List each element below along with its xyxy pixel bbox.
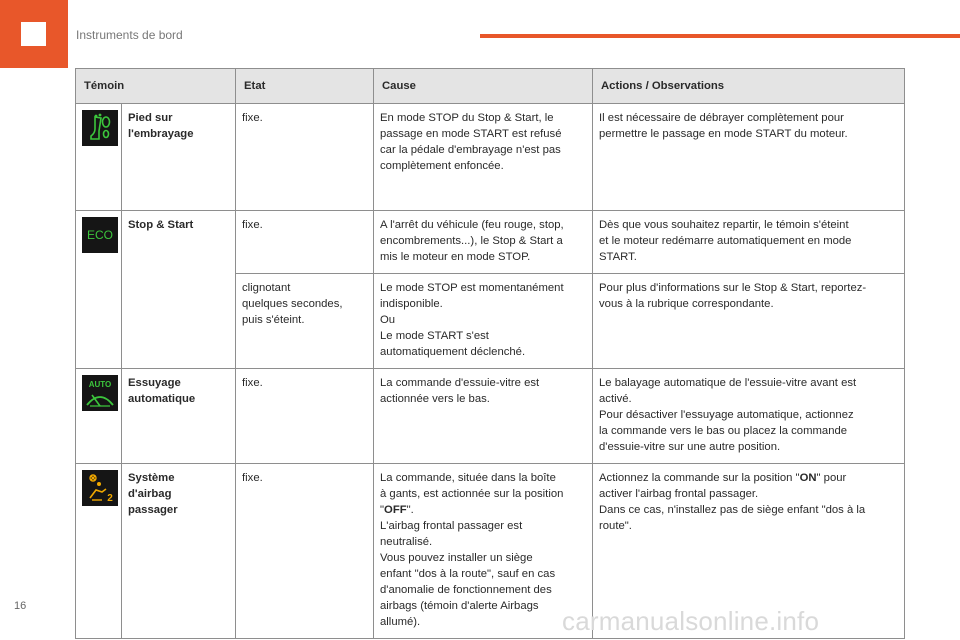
actions-cell: Il est nécessaire de débrayer complètement pour permettre le passage en mode START du moteur. — [593, 104, 905, 211]
cause-cell: A l'arrêt du véhicule (feu rouge, stop, encombrements...), le Stop & Start a mis le moteur en mode STOP. — [374, 211, 593, 274]
actions-cell: Dès que vous souhaitez repartir, le témoin s'éteint et le moteur redémarre automatiquement en mode START. — [593, 211, 905, 274]
table-row — [76, 104, 905, 211]
section-title: Instruments de bord — [76, 28, 183, 42]
table-header-row — [76, 69, 905, 104]
indicator-table — [75, 68, 905, 639]
auto-wiper-icon — [82, 375, 118, 411]
on-label: ON — [799, 472, 817, 484]
indicator-icon-cell — [76, 369, 122, 464]
header-rule — [480, 34, 960, 38]
table-row — [76, 369, 905, 464]
indicator-name: Pied sur l'embrayage — [122, 104, 236, 211]
chapter-tab-square — [21, 22, 46, 46]
off-label: OFF — [384, 504, 407, 516]
column-header-temoin: Témoin — [76, 69, 236, 104]
chapter-tab — [0, 0, 68, 68]
indicator-name: Système d'airbag passager — [122, 464, 236, 639]
column-header-actions: Actions / Observations — [593, 69, 905, 104]
indicator-name: Stop & Start — [122, 211, 236, 369]
state-cell: fixe. — [236, 369, 374, 464]
svg-text:2: 2 — [107, 493, 113, 504]
actions-cell: Pour plus d'informations sur le Stop & Start, reportez- vous à la rubrique correspondante. — [593, 274, 905, 369]
clutch-pedal-icon — [82, 110, 118, 146]
indicator-icon-cell — [76, 211, 122, 369]
state-cell: clignotant quelques secondes, puis s'éteint. — [236, 274, 374, 369]
indicator-icon-cell — [76, 104, 122, 211]
svg-text:ECO: ECO — [86, 228, 114, 242]
state-cell: fixe. — [236, 464, 374, 639]
watermark: carmanualsonline.info — [562, 606, 820, 636]
state-cell: fixe. — [236, 211, 374, 274]
actions-cell: Actionnez la commande sur la position "ON" pour activer l'airbag frontal passager. Dans ce cas, n'installez pas de siège enfant "dos à la route". — [593, 464, 905, 639]
page-number: 16 — [14, 600, 27, 612]
indicator-name: Essuyage automatique — [122, 369, 236, 464]
indicator-icon-cell — [76, 464, 122, 639]
cause-cell: La commande, située dans la boîte à gants, est actionnée sur la position "OFF". L'airbag frontal passager est neutralisé. Vous pouvez installer un siège enfant "dos à la route", sauf en cas d'anomalie de fonctionnement des airbags (témoin d'alerte Airbags allumé). — [374, 464, 593, 639]
column-header-cause: Cause — [374, 69, 593, 104]
table-row — [76, 211, 905, 274]
cause-cell: La commande d'essuie-vitre est actionnée vers le bas. — [374, 369, 593, 464]
eco-icon — [82, 217, 118, 253]
passenger-airbag-off-icon — [82, 470, 118, 506]
cause-cell: En mode STOP du Stop & Start, le passage en mode START est refusé car la pédale d'embrayage n'est pas complètement enfoncée. — [374, 104, 593, 211]
svg-text:AUTO: AUTO — [88, 380, 112, 389]
cause-cell: Le mode STOP est momentanément indisponible. Ou Le mode START s'est automatiquement déclenché. — [374, 274, 593, 369]
state-cell: fixe. — [236, 104, 374, 211]
actions-cell: Le balayage automatique de l'essuie-vitre avant est activé. Pour désactiver l'essuyage automatique, actionnez la commande vers le bas ou placez la commande d'essuie-vitre sur une autre position. — [593, 369, 905, 464]
column-header-etat: Etat — [236, 69, 374, 104]
